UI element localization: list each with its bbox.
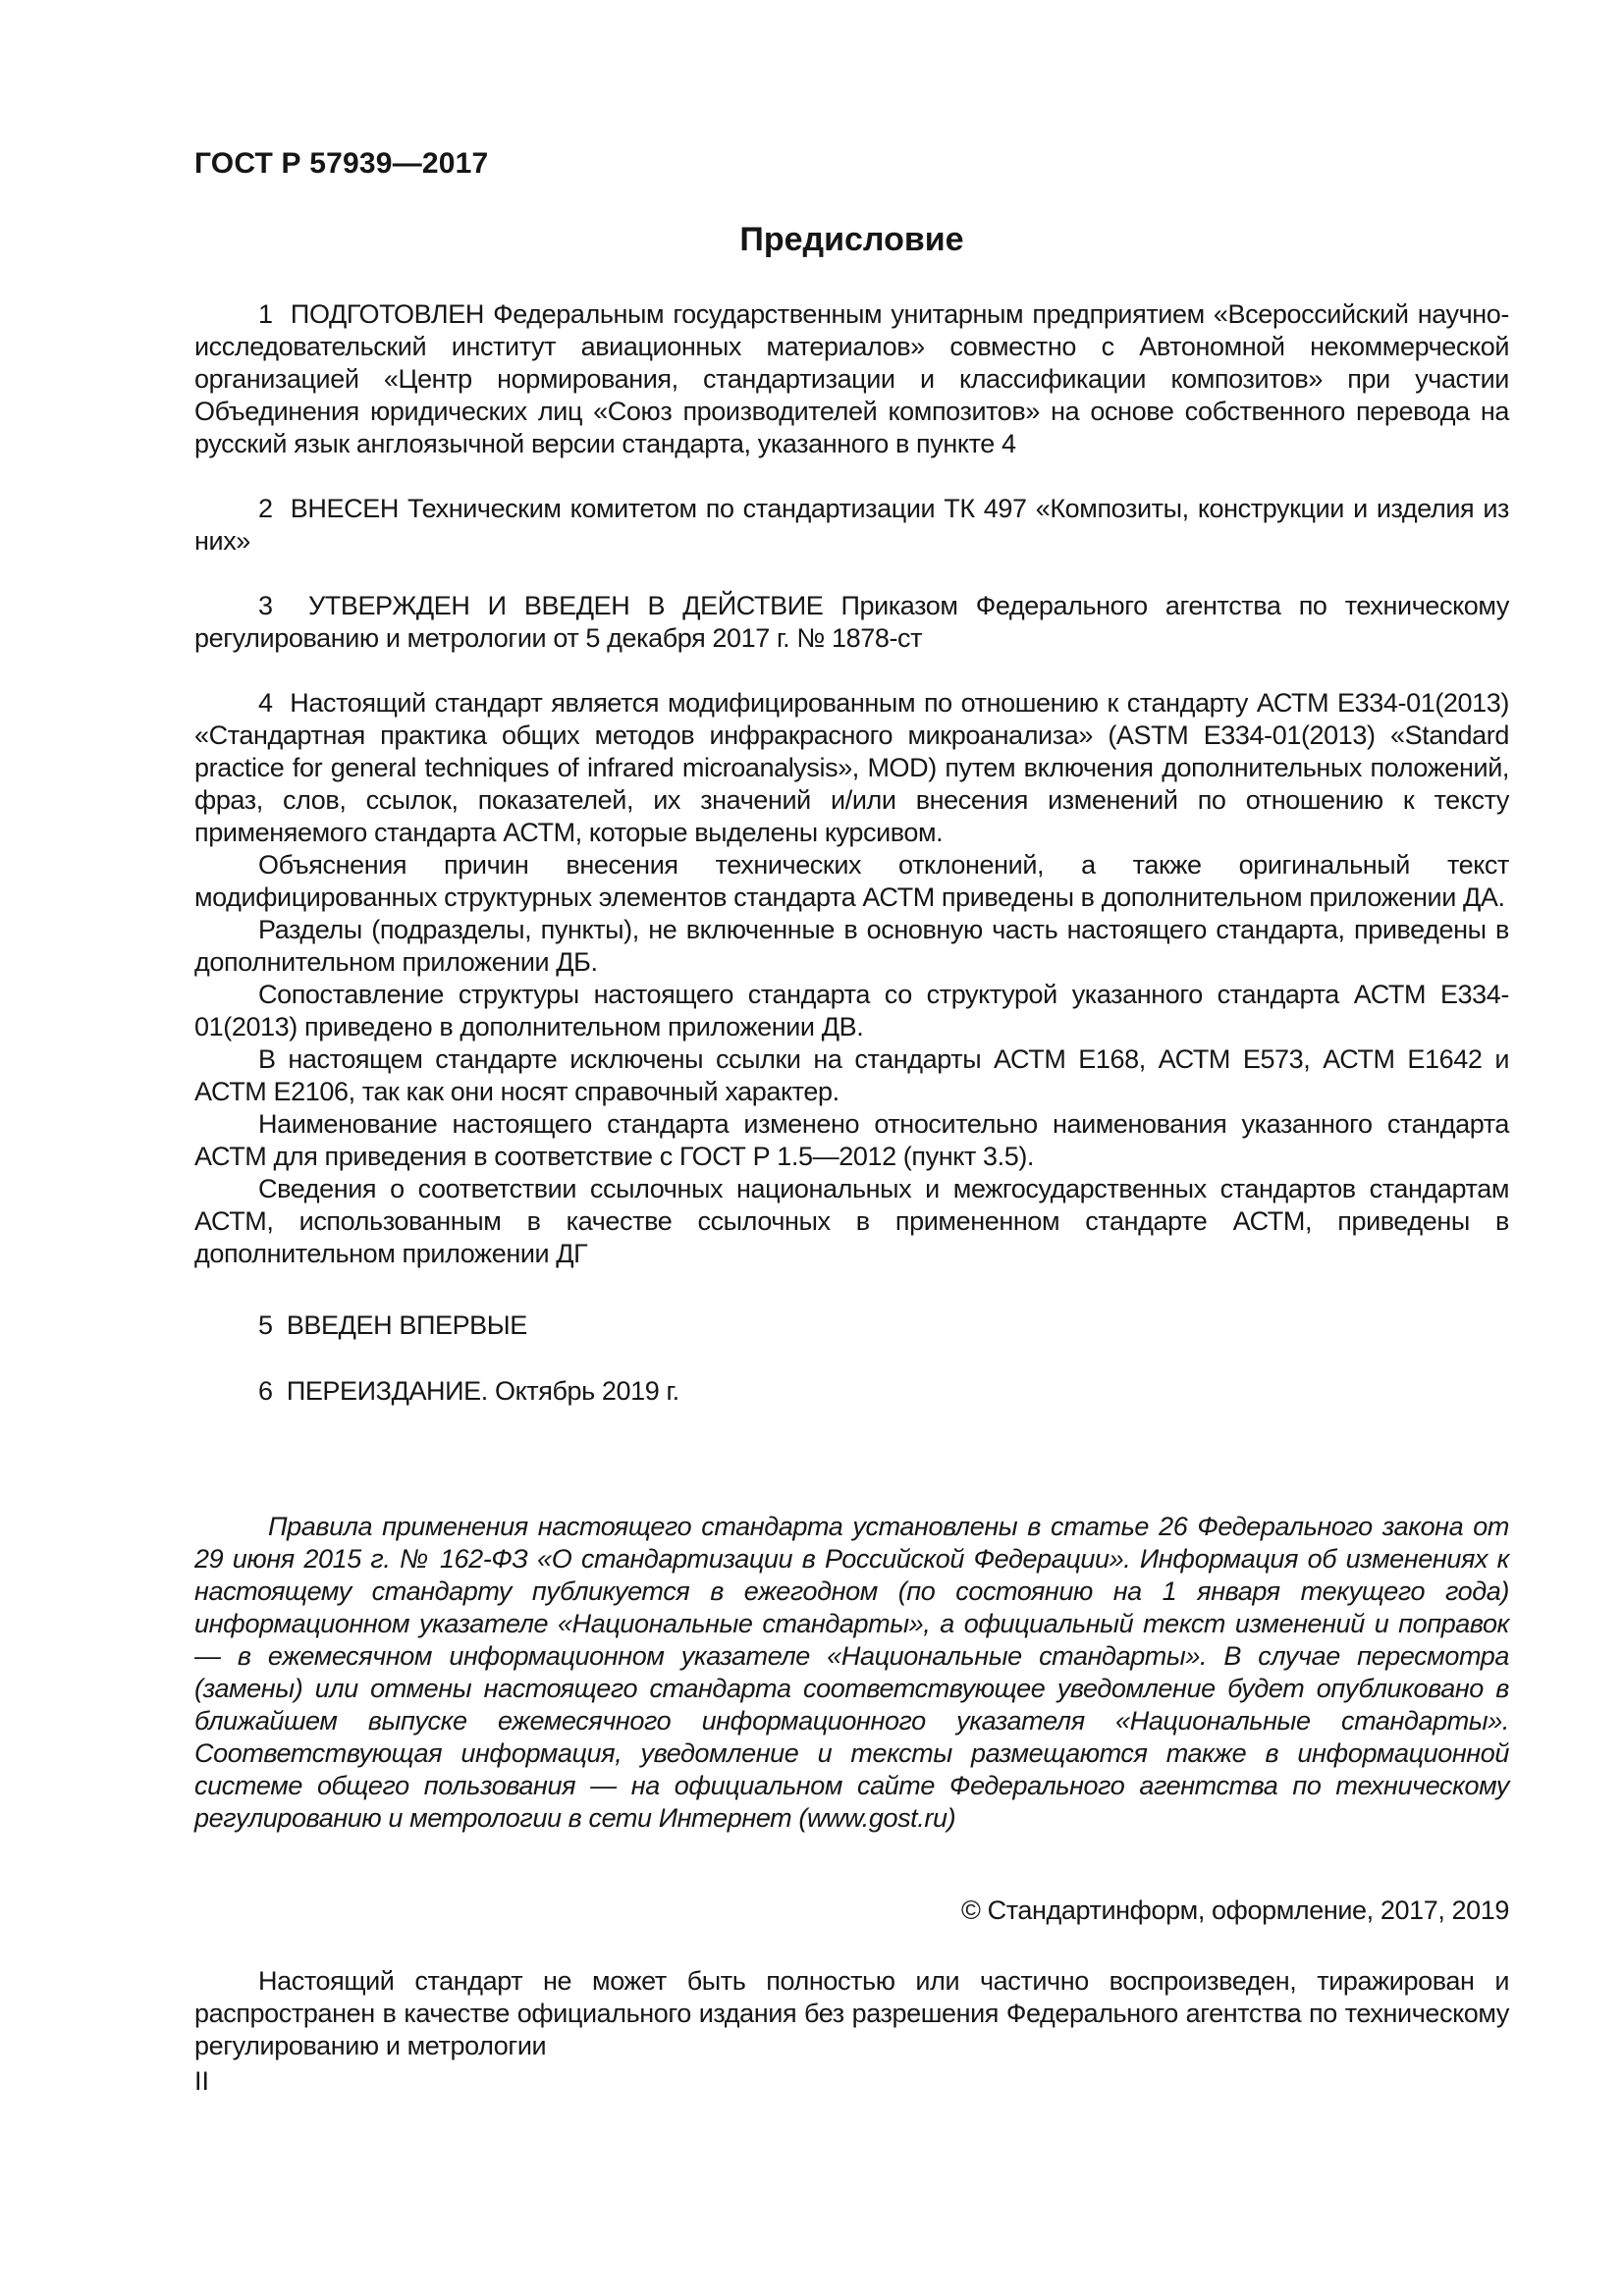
- foreword-title: Предисловие: [739, 221, 964, 258]
- foreword-paragraph-4: 4 Настоящий стандарт является модифицированным по отношению к стандарту АСТМ Е334-01(2013) «Стандартная практика общих методов инфракрасного микроанализа» (ASTM E334-01(2013) «Standard practice for general techniques of infrared microanalysis», MOD) путем включения дополнительных положений, фраз, слов, ссылок, показателей, их значений и/или внесения изменений по отношению к тексту применяемого стандарта АСТМ, которые выделены курсивом.: [194, 688, 1517, 847]
- foreword-paragraph-6: 6 ПЕРЕИЗДАНИЕ. Октябрь 2019 г.: [258, 1376, 679, 1406]
- foreword-paragraph-4-explanations: Объяснения причин внесения технических отклонений, а также оригинальный текст модифицированных структурных элементов стандарта АСТМ приведены в дополнительном приложении ДА.: [194, 850, 1517, 912]
- foreword-paragraph-4-comparison: Сопоставление структуры настоящего стандарта со структурой указанного стандарта АСТМ Е334-01(2013) приведено в дополнительном приложении ДВ.: [194, 980, 1509, 1041]
- application-rules-notice: Правила применения настоящего стандарта установлены в статье 26 Федерального закона от 29 июня 2015 г. № 162-ФЗ «О стандартизации в Российской Федерации». Информация об изменениях к настоящему стандарту публикуется в ежегодном (по состоянию на 1 января текущего года) информационном указателе «Национальные стандарты», а официальный текст изменений и поправок — в ежемесячном информационном указателе «Национальные стандарты». В случае пересмотра (замены) или отмены настоящего стандарта соответствующее уведомление будет опубликовано в ближайшем выпуске ежемесячного информационного указателя «Национальные стандарты». Соответствующая информация, уведомление и тексты размещаются также в информационной системе общего пользования — на официальном сайте Федерального агентства по техническому регулированию и метрологии в сети Интернет (www.gost.ru): [194, 1512, 1517, 1833]
- foreword-paragraph-4-naming: Наименование настоящего стандарта изменено относительно наименования указанного стандарта АСТМ для приведения в соответствие с ГОСТ Р 1.5—2012 (пункт 3.5).: [194, 1109, 1517, 1171]
- foreword-paragraph-4-references: В настоящем стандарте исключены ссылки на стандарты АСТМ Е168, АСТМ Е573, АСТМ Е1642 и АСТМ Е2106, так как они носят справочный характер.: [194, 1044, 1517, 1106]
- foreword-paragraph-4-conformance: Сведения о соответствии ссылочных национальных и межгосударственных стандартов стандартам АСТМ, использованным в качестве ссылочных в примененном стандарте АСТМ, приведены в дополнительном приложении ДГ: [194, 1174, 1517, 1268]
- page-number: II: [194, 2066, 210, 2096]
- foreword-paragraph-4-sections: Разделы (подразделы, пункты), не включенные в основную часть настоящего стандарта, приведены в дополнительном приложении ДБ.: [194, 915, 1517, 977]
- foreword-paragraph-1: 1 ПОДГОТОВЛЕН Федеральным государственным унитарным предприятием «Всероссийский научно-исследовательский институт авиационных материалов» совместно с Автономной некоммерческой организацией «Центр нормирования, стандартизации и классификации композитов» при участии Объединения юридических лиц «Союз производителей композитов» на основе собственного перевода на русский язык англоязычной версии стандарта, указанного в пункте 4: [194, 299, 1517, 458]
- document-header-designation: ГОСТ Р 57939—2017: [194, 147, 489, 180]
- reproduction-restriction: Настоящий стандарт не может быть полностью или частично воспроизведен, тиражирован и распространен в качестве официального издания без разрешения Федерального агентства по техническому регулированию и метрологии: [194, 1966, 1517, 2060]
- foreword-paragraph-3: 3 УТВЕРЖДЕН И ВВЕДЕН В ДЕЙСТВИЕ Приказом Федерального агентства по техническому регулированию и метрологии от 5 декабря 2017 г. № 1878-ст: [194, 591, 1517, 653]
- foreword-paragraph-5: 5 ВВЕДЕН ВПЕРВЫЕ: [258, 1310, 527, 1340]
- foreword-paragraph-2: 2 ВНЕСЕН Техническим комитетом по стандартизации ТК 497 «Композиты, конструкции и изделия из них»: [194, 494, 1517, 556]
- copyright-line: © Стандартинформ, оформление, 2017, 2019: [961, 1896, 1509, 1925]
